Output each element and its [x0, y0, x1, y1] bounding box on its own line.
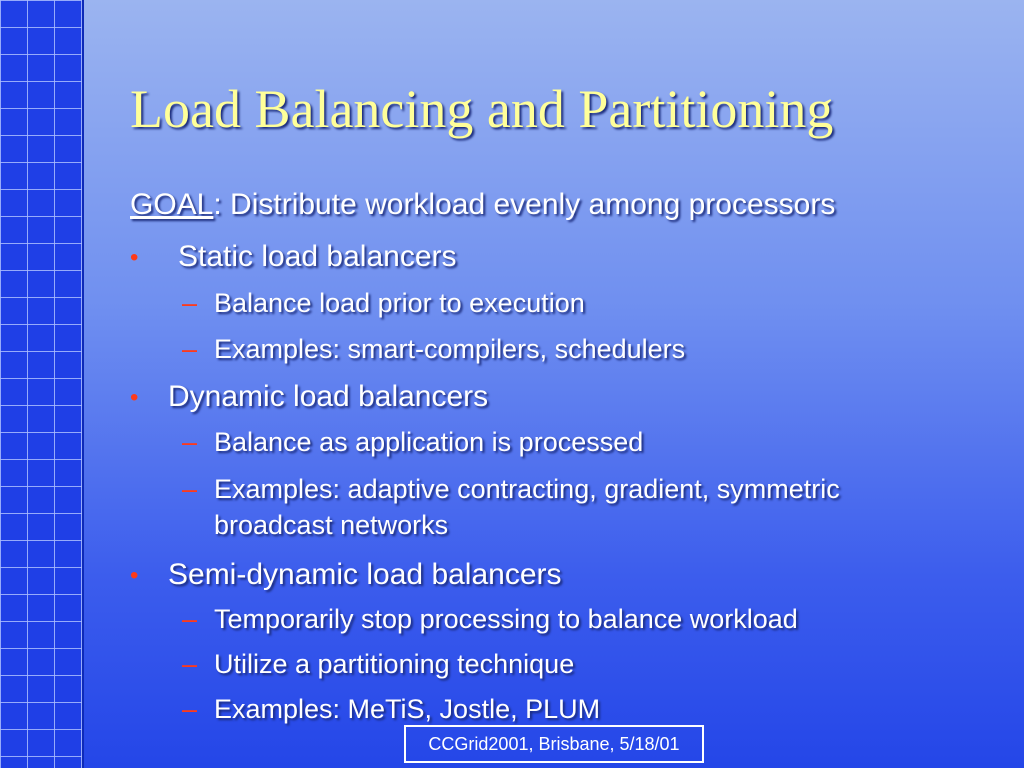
bullet-text: Static load balancers: [178, 240, 457, 273]
goal-line: [130, 188, 835, 222]
goal-keyword: GOAL: [130, 188, 214, 221]
dash-marker: –: [182, 694, 198, 724]
sub-item: [182, 604, 798, 635]
sub-item: [182, 474, 840, 505]
sub-item: [182, 694, 601, 725]
slide-title: Load Balancing and Partitioning: [130, 79, 834, 139]
bullet-marker: •: [130, 562, 139, 589]
bullet-semi-dynamic: [130, 558, 562, 592]
footer-box: CCGrid2001, Brisbane, 5/18/01: [404, 725, 704, 763]
bullet-text: Dynamic load balancers: [168, 380, 489, 413]
dash-marker: –: [182, 474, 198, 504]
sub-item-text: Examples: MeTiS, Jostle, PLUM: [214, 694, 601, 724]
dash-marker: –: [182, 649, 198, 679]
sub-item-text: Balance as application is processed: [214, 427, 644, 457]
sub-item: [182, 334, 686, 365]
sub-item: [182, 427, 644, 458]
sub-item-text: Temporarily stop processing to balance workload: [214, 604, 798, 634]
bullet-dynamic: [130, 380, 489, 414]
sub-item-continuation: [214, 510, 448, 541]
bullet-text: Semi-dynamic load balancers: [168, 558, 562, 591]
sub-item-text: Utilize a partitioning technique: [214, 649, 575, 679]
dash-marker: –: [182, 288, 198, 318]
bullet-marker: •: [130, 244, 139, 271]
sub-item-text: broadcast networks: [214, 510, 449, 540]
sub-item: [182, 288, 585, 319]
sub-item-text: Examples: smart-compilers, schedulers: [214, 334, 686, 364]
goal-text: : Distribute workload evenly among processors: [213, 188, 836, 221]
sub-item: [182, 649, 575, 680]
dash-marker: –: [182, 604, 198, 634]
bullet-static: [130, 240, 457, 274]
sub-item-text: Balance load prior to execution: [214, 288, 585, 318]
sub-item-text: Examples: adaptive contracting, gradient, symmetric: [214, 474, 840, 504]
bullet-marker: •: [130, 384, 139, 411]
dash-marker: –: [182, 334, 198, 364]
dash-marker: –: [182, 427, 198, 457]
decorative-grid-strip: [0, 0, 84, 768]
